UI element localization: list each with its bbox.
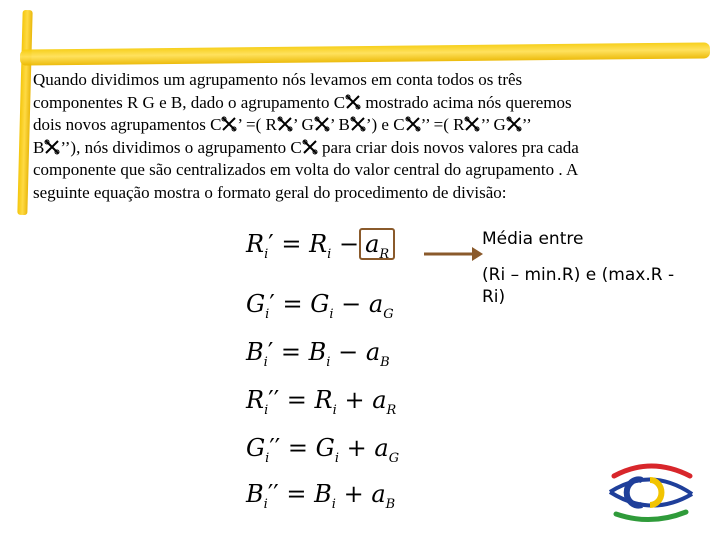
text-span: ’’ G (480, 115, 506, 135)
eq-rhs: R (314, 386, 333, 414)
paragraph-line-3 (33, 114, 693, 137)
text-span: B (33, 137, 45, 157)
equation-b-prime (246, 338, 390, 370)
paragraph-line-2 (33, 92, 693, 115)
eq-a: a (365, 230, 380, 258)
eq-op: = (281, 230, 302, 258)
eq-sign: + (344, 386, 365, 414)
eq-a: a (368, 290, 384, 318)
paragraph-line-1: Quando dividimos um agrupamento nós levamos em conta todos os três (33, 70, 523, 89)
eq-sign: − (341, 290, 362, 318)
body-paragraph (33, 69, 693, 205)
eq-asub: R (386, 402, 397, 418)
a-r-highlight-box (359, 228, 395, 260)
eq-rsub: i (327, 246, 332, 262)
note-line-1: Média entre (482, 229, 584, 249)
eq-prime: ′ (267, 338, 274, 366)
cluster-symbol-icon (44, 139, 60, 155)
eq-asub: R (379, 246, 390, 262)
eq-a: a (374, 434, 389, 462)
text-span: ’ G (292, 115, 314, 135)
text-span: ’’ (521, 115, 532, 135)
text-span: para criar dois novos valores pra cada (317, 137, 579, 157)
eq-rhs: B (308, 338, 327, 366)
eq-asub: G (383, 306, 394, 322)
cluster-symbol-icon (506, 116, 522, 132)
arrow-icon (422, 230, 484, 276)
equation-r-prime (246, 230, 395, 262)
eq-prime: ′ (268, 230, 274, 258)
equation-g-prime (246, 290, 394, 322)
eq-sub: i (263, 354, 268, 370)
eq-rhs: G (310, 290, 330, 318)
eq-lhs: B (246, 338, 264, 366)
paragraph-line-4 (33, 137, 693, 160)
eq-rhs: G (315, 434, 335, 462)
eq-prime: ′′ (269, 434, 281, 462)
text-span: ’) e C (365, 115, 405, 135)
eq-rsub: i (326, 354, 331, 370)
eq-op: = (282, 290, 303, 318)
eq-op: = (287, 434, 308, 462)
eq-rsub: i (331, 496, 336, 512)
cluster-symbol-icon (314, 116, 330, 132)
eq-op: = (286, 480, 307, 508)
decorative-vertical-stripe (17, 10, 32, 215)
text-span: ’ =( R (237, 115, 277, 135)
eq-rsub: i (329, 306, 334, 322)
eq-a: a (365, 338, 381, 366)
eq-lhs: R (246, 230, 265, 258)
eq-asub: B (385, 496, 396, 512)
eye-logo-icon (606, 460, 696, 526)
eq-rsub: i (334, 450, 339, 466)
equation-b-double-prime (246, 480, 395, 512)
eq-asub: G (388, 450, 400, 466)
note-line-2: (Ri – min.R) e (max.R - (482, 265, 675, 285)
eq-sign: + (346, 434, 367, 462)
eq-lhs: B (246, 480, 264, 508)
text-span: dois novos agrupamentos C (33, 115, 222, 135)
eq-rsub: i (332, 402, 337, 418)
text-span: mostrado acima nós queremos (361, 92, 572, 112)
equation-g-double-prime (246, 434, 399, 466)
text-span: ’’), nós dividimos o agrupamento C (60, 137, 302, 157)
eq-prime: ′′ (268, 386, 280, 414)
text-span: ’’ =( R (420, 115, 465, 135)
eq-prime: ′ (269, 290, 275, 318)
eq-sign: + (343, 480, 364, 508)
eq-a: a (372, 386, 387, 414)
cluster-symbol-icon (464, 116, 480, 132)
eq-sign: − (338, 338, 359, 366)
decorative-horizontal-stripe (20, 42, 710, 65)
eq-sign: − (338, 230, 360, 258)
eq-rhs: R (309, 230, 328, 258)
eq-asub: B (380, 354, 390, 370)
equation-r-double-prime (246, 386, 396, 418)
eq-prime: ′′ (267, 480, 279, 508)
cluster-symbol-icon (345, 94, 361, 110)
cluster-symbol-icon (350, 116, 366, 132)
eq-lhs: R (246, 386, 265, 414)
eq-lhs: G (246, 290, 266, 318)
eq-rhs: B (314, 480, 332, 508)
cluster-symbol-icon (277, 116, 293, 132)
paragraph-line-5: componente que são centralizados em volta do valor central do agrupamento . A (33, 160, 579, 180)
eq-a: a (371, 480, 386, 508)
eq-lhs: G (246, 434, 266, 462)
eq-op: = (286, 386, 307, 414)
note-line-3: Ri) (482, 287, 506, 307)
eq-sub: i (264, 246, 269, 262)
cluster-symbol-icon (221, 116, 237, 132)
cluster-symbol-icon (302, 139, 318, 155)
text-span: componentes R G e B, dado o agrupamento C (33, 92, 346, 112)
eq-sub: i (265, 450, 270, 466)
eq-sub: i (265, 306, 270, 322)
eq-sub: i (264, 402, 269, 418)
text-span: ’ B (329, 115, 350, 135)
cluster-symbol-icon (405, 116, 421, 132)
eq-op: = (280, 338, 302, 366)
eq-sub: i (263, 496, 268, 512)
paragraph-line-6: seguinte equação mostra o formato geral do procedimento de divisão: (33, 182, 507, 202)
